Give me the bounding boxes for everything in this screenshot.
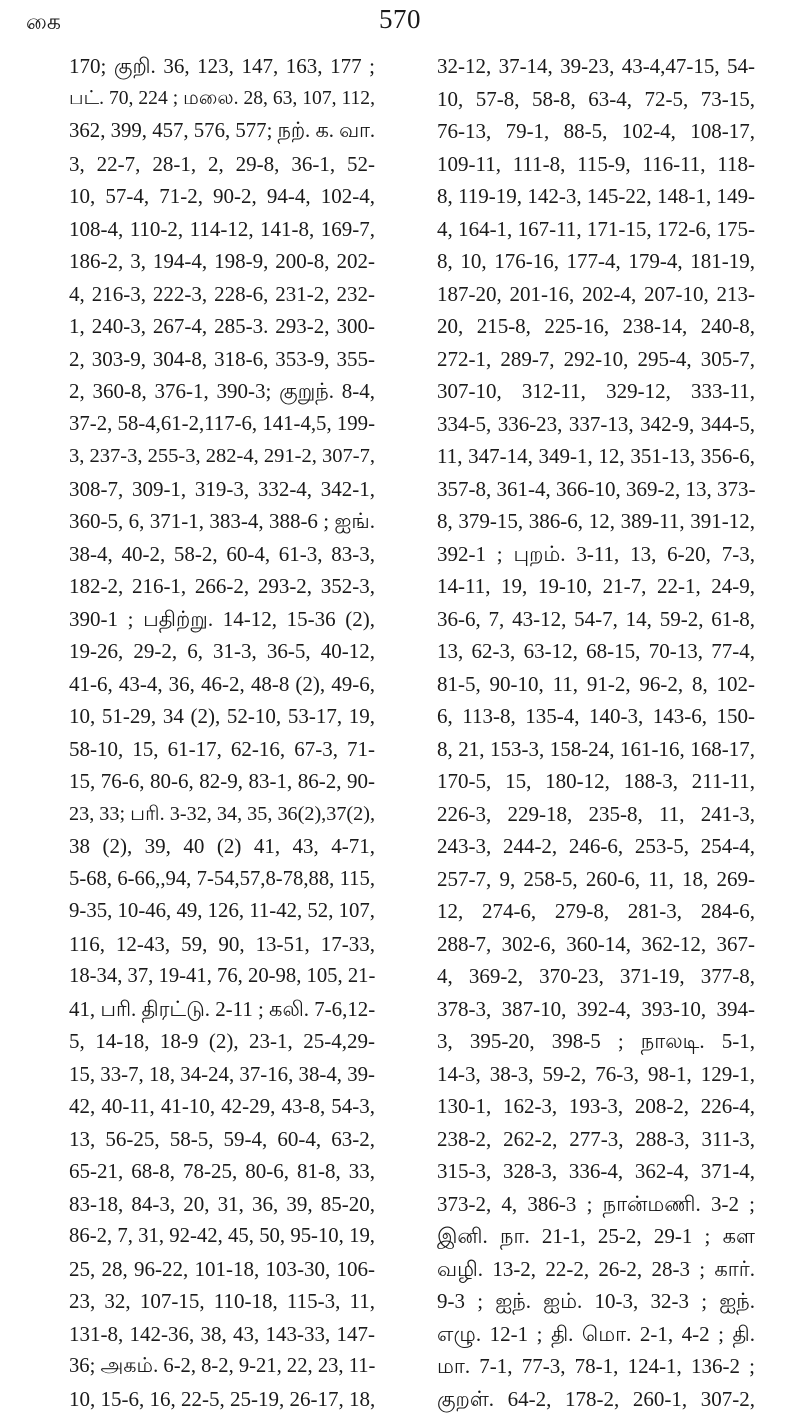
index-line: 23, 32, 107-15, 110-18, 115-3, 11, <box>69 1285 375 1318</box>
index-line: 81-5, 90-10, 11, 91-2, 96-2, 8, 102- <box>437 668 755 701</box>
index-line: 3, 395-20, 398-5 ; நாலடி. 5-1, <box>437 1025 755 1058</box>
index-line: 25, 28, 96-22, 101-18, 103-30, 106- <box>69 1253 375 1286</box>
index-line: 10, 51-29, 34 (2), 52-10, 53-17, 19, <box>69 700 375 733</box>
index-line: 76-13, 79-1, 88-5, 102-4, 108-17, <box>437 115 755 148</box>
index-line: 1, 240-3, 267-4, 285-3. 293-2, 300- <box>69 310 375 343</box>
index-line: 182-2, 216-1, 266-2, 293-2, 352-3, <box>69 570 375 603</box>
index-line: 3, 22-7, 28-1, 2, 29-8, 36-1, 52- <box>69 148 375 181</box>
index-line: 187-20, 201-16, 202-4, 207-10, 213- <box>437 278 755 311</box>
index-line: 392-1 ; புறம். 3-11, 13, 6-20, 7-3, <box>437 538 755 571</box>
index-line: 86-2, 7, 31, 92-42, 45, 50, 95-10, 19, <box>69 1220 375 1253</box>
right-column <box>437 50 755 1415</box>
index-line: பட். 70, 224 ; மலை. 28, 63, 107, 112, <box>69 83 375 116</box>
index-line: 238-2, 262-2, 277-3, 288-3, 311-3, <box>437 1123 755 1156</box>
index-line: 10, 57-4, 71-2, 90-2, 94-4, 102-4, <box>69 180 375 213</box>
index-line: 65-21, 68-8, 78-25, 80-6, 81-8, 33, <box>69 1155 375 1188</box>
index-line: 12, 274-6, 279-8, 281-3, 284-6, <box>437 895 755 928</box>
index-line: 334-5, 336-23, 337-13, 342-9, 344-5, <box>437 408 755 441</box>
index-line: 58-10, 15, 61-17, 62-16, 67-3, 71- <box>69 733 375 766</box>
index-line: 2, 303-9, 304-8, 318-6, 353-9, 355- <box>69 343 375 376</box>
index-line: 390-1 ; பதிற்று. 14-12, 15-36 (2), <box>69 603 375 636</box>
index-line: 41-6, 43-4, 36, 46-2, 48-8 (2), 49-6, <box>69 668 375 701</box>
index-line: 5-68, 6-66,,94, 7-54,57,8-78,88, 115, <box>69 863 375 896</box>
index-line: 4, 369-2, 370-23, 371-19, 377-8, <box>437 960 755 993</box>
index-line: 108-4, 110-2, 114-12, 141-8, 169-7, <box>69 213 375 246</box>
index-line: குறள். 64-2, 178-2, 260-1, 307-2, <box>437 1383 755 1415</box>
index-line: 116, 12-43, 59, 90, 13-51, 17-33, <box>69 928 375 961</box>
index-line: 37-2, 58-4,61-2,117-6, 141-4,5, 199- <box>69 408 375 441</box>
index-line: 131-8, 142-36, 38, 43, 143-33, 147- <box>69 1318 375 1351</box>
index-line: 18-34, 37, 19-41, 76, 20-98, 105, 21- <box>69 960 375 993</box>
index-line: 8, 21, 153-3, 158-24, 161-16, 168-17, <box>437 733 755 766</box>
index-line: 20, 215-8, 225-16, 238-14, 240-8, <box>437 310 755 343</box>
index-line: 373-2, 4, 386-3 ; நான்மணி. 3-2 ; <box>437 1188 755 1221</box>
index-line: 226-3, 229-18, 235-8, 11, 241-3, <box>437 798 755 831</box>
index-line: 378-3, 387-10, 392-4, 393-10, 394- <box>437 993 755 1026</box>
index-line: 5, 14-18, 18-9 (2), 23-1, 25-4,29- <box>69 1025 375 1058</box>
index-line: 19-26, 29-2, 6, 31-3, 36-5, 40-12, <box>69 635 375 668</box>
index-line: 36; அகம். 6-2, 8-2, 9-21, 22, 23, 11- <box>69 1350 375 1383</box>
index-line: 272-1, 289-7, 292-10, 295-4, 305-7, <box>437 343 755 376</box>
index-line: 10, 57-8, 58-8, 63-4, 72-5, 73-15, <box>437 83 755 116</box>
index-line: 83-18, 84-3, 20, 31, 36, 39, 85-20, <box>69 1188 375 1221</box>
index-line: 11, 347-14, 349-1, 12, 351-13, 356-6, <box>437 440 755 473</box>
index-line: 42, 40-11, 41-10, 42-29, 43-8, 54-3, <box>69 1090 375 1123</box>
index-line: 257-7, 9, 258-5, 260-6, 11, 18, 269- <box>437 863 755 896</box>
index-line: மா. 7-1, 77-3, 78-1, 124-1, 136-2 ; <box>437 1350 755 1383</box>
index-line: 36-6, 7, 43-12, 54-7, 14, 59-2, 61-8, <box>437 603 755 636</box>
index-line: 6, 113-8, 135-4, 140-3, 143-6, 150- <box>437 700 755 733</box>
index-line: 14-11, 19, 19-10, 21-7, 22-1, 24-9, <box>437 570 755 603</box>
index-line: 38-4, 40-2, 58-2, 60-4, 61-3, 83-3, <box>69 538 375 571</box>
index-line: 15, 76-6, 80-6, 82-9, 83-1, 86-2, 90- <box>69 765 375 798</box>
index-line: 186-2, 3, 194-4, 198-9, 200-8, 202- <box>69 245 375 278</box>
index-line: 308-7, 309-1, 319-3, 332-4, 342-1, <box>69 473 375 506</box>
index-line: 360-5, 6, 371-1, 383-4, 388-6 ; ஐங். <box>69 505 375 538</box>
index-line: வழி. 13-2, 22-2, 26-2, 28-3 ; கார். <box>437 1253 755 1286</box>
index-line: 315-3, 328-3, 336-4, 362-4, 371-4, <box>437 1155 755 1188</box>
page-number: 570 <box>0 4 800 35</box>
page-header <box>0 0 800 50</box>
index-line: 8, 379-15, 386-6, 12, 389-11, 391-12, <box>437 505 755 538</box>
index-line: 13, 62-3, 63-12, 68-15, 70-13, 77-4, <box>437 635 755 668</box>
index-line: 3, 237-3, 255-3, 282-4, 291-2, 307-7, <box>69 440 375 473</box>
index-line: 23, 33; பரி. 3-32, 34, 35, 36(2),37(2), <box>69 798 375 831</box>
index-line: 9-3 ; ஐந். ஐம். 10-3, 32-3 ; ஐந். <box>437 1285 755 1318</box>
index-line: 15, 33-7, 18, 34-24, 37-16, 38-4, 39- <box>69 1058 375 1091</box>
index-line: 307-10, 312-11, 329-12, 333-11, <box>437 375 755 408</box>
index-line: 10, 15-6, 16, 22-5, 25-19, 26-17, 18, <box>69 1383 375 1415</box>
index-line: 8, 119-19, 142-3, 145-22, 148-1, 149- <box>437 180 755 213</box>
index-line: 41, பரி. திரட்டு. 2-11 ; கலி. 7-6,12- <box>69 993 375 1026</box>
index-line: 32-12, 37-14, 39-23, 43-4,47-15, 54- <box>437 50 755 83</box>
index-line: 8, 10, 176-16, 177-4, 179-4, 181-19, <box>437 245 755 278</box>
index-line: 9-35, 10-46, 49, 126, 11-42, 52, 107, <box>69 895 375 928</box>
index-line: 14-3, 38-3, 59-2, 76-3, 98-1, 129-1, <box>437 1058 755 1091</box>
index-line: எழு. 12-1 ; தி. மொ. 2-1, 4-2 ; தி. <box>437 1318 755 1351</box>
index-line: 38 (2), 39, 40 (2) 41, 43, 4-71, <box>69 830 375 863</box>
index-line: 4, 164-1, 167-11, 171-15, 172-6, 175- <box>437 213 755 246</box>
section-heading: கை <box>26 10 62 38</box>
index-line: 243-3, 244-2, 246-6, 253-5, 254-4, <box>437 830 755 863</box>
index-line: 109-11, 111-8, 115-9, 116-11, 118- <box>437 148 755 181</box>
index-line: 2, 360-8, 376-1, 390-3; குறுந். 8-4, <box>69 375 375 408</box>
index-line: 130-1, 162-3, 193-3, 208-2, 226-4, <box>437 1090 755 1123</box>
index-line: 170-5, 15, 180-12, 188-3, 211-11, <box>437 765 755 798</box>
index-line: 4, 216-3, 222-3, 228-6, 231-2, 232- <box>69 278 375 311</box>
index-line: 170; குறி. 36, 123, 147, 163, 177 ; <box>69 50 375 83</box>
index-line: இனி. நா. 21-1, 25-2, 29-1 ; கள <box>437 1220 755 1253</box>
index-line: 357-8, 361-4, 366-10, 369-2, 13, 373- <box>437 473 755 506</box>
index-line: 288-7, 302-6, 360-14, 362-12, 367- <box>437 928 755 961</box>
left-column <box>69 50 375 1415</box>
index-line: 13, 56-25, 58-5, 59-4, 60-4, 63-2, <box>69 1123 375 1156</box>
index-line: 362, 399, 457, 576, 577; நற். க. வா. <box>69 115 375 148</box>
